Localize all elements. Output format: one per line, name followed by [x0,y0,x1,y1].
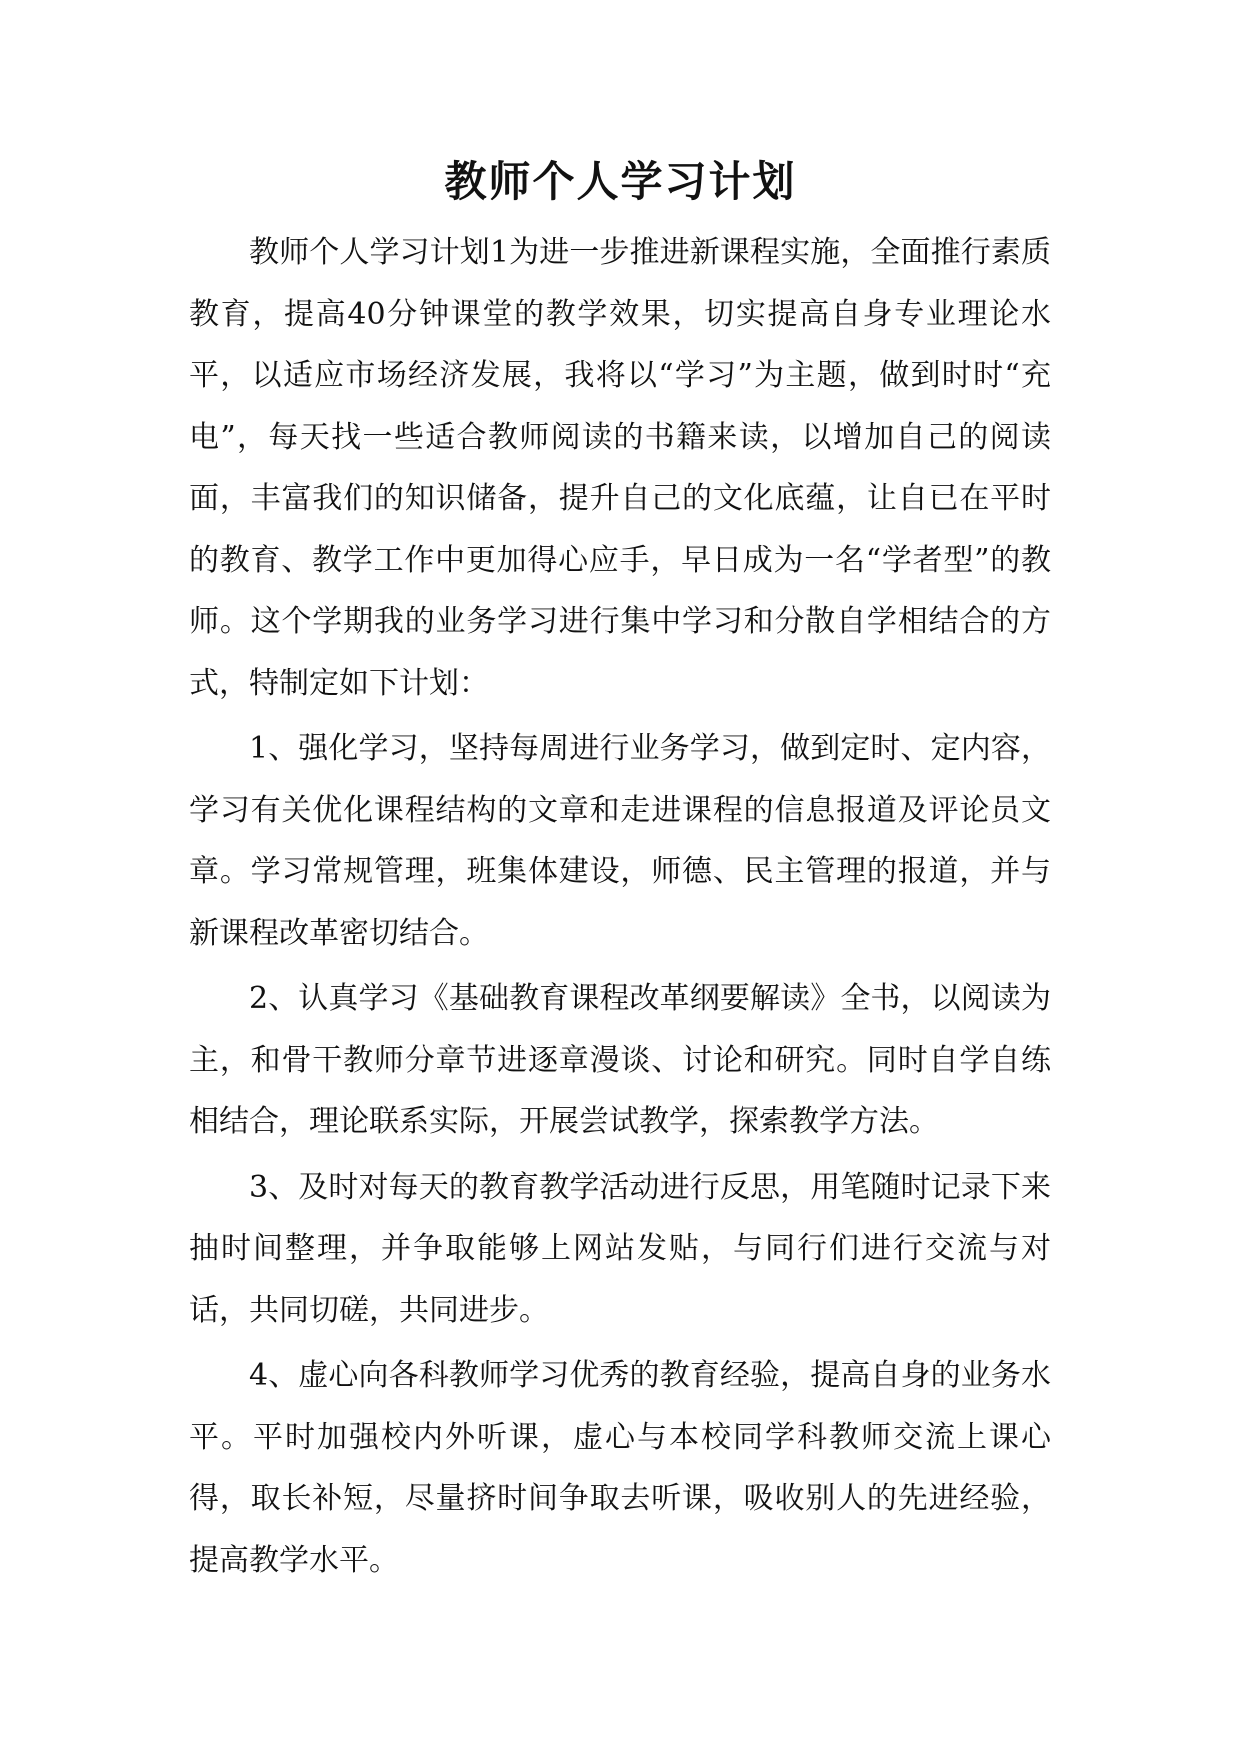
document-body [189,222,1051,1595]
paragraph-item-3: 3、及时对每天的教育教学活动进行反思，用笔随时记录下来抽时间整理，并争取能够上网站发贴，与同行们进行交流与对话，共同切磋，共同进步。 [189,1169,1051,1328]
paragraph-item-2: 2、认真学习《基础教育课程改革纲要解读》全书，以阅读为主，和骨干教师分章节进逐章漫谈、讨论和研究。同时自学自练相结合，理论联系实际，开展尝试教学，探索教学方法。 [189,981,1051,1139]
paragraph-item-1: 1、强化学习，坚持每周进行业务学习，做到定时、定内容，学习有关优化课程结构的文章和走进课程的信息报道及评论员文章。学习常规管理，班集体建设，师德、民主管理的报道，并与新课程改革密切结合。 [189,731,1051,951]
paragraph-item-4: 4、虚心向各科教师学习优秀的教育经验，提高自身的业务水平。平时加强校内外听课，虚心与本校同学科教师交流上课心得，取长补短，尽量挤时间争取去听课，吸收别人的先进经验，提高教学水平。 [189,1358,1051,1578]
paragraph-intro: 教师个人学习计划1为进一步推进新课程实施，全面推行素质教育，提高40分钟课堂的教学效果，切实提高自身专业理论水平，以适应市场经济发展，我将以“学习”为主题，做到时时“充电”，每天找一些适合教师阅读的书籍来读，以增加自己的阅读面，丰富我们的知识储备，提升自己的文化底蕴，让自已在平时的教育、教学工作中更加得心应手，早日成为一名“学者型”的教师。这个学期我的业务学习进行集中学习和分散自学相结合的方式，特制定如下计划： [189,235,1051,701]
document-title: 教师个人学习计划 [444,157,797,206]
